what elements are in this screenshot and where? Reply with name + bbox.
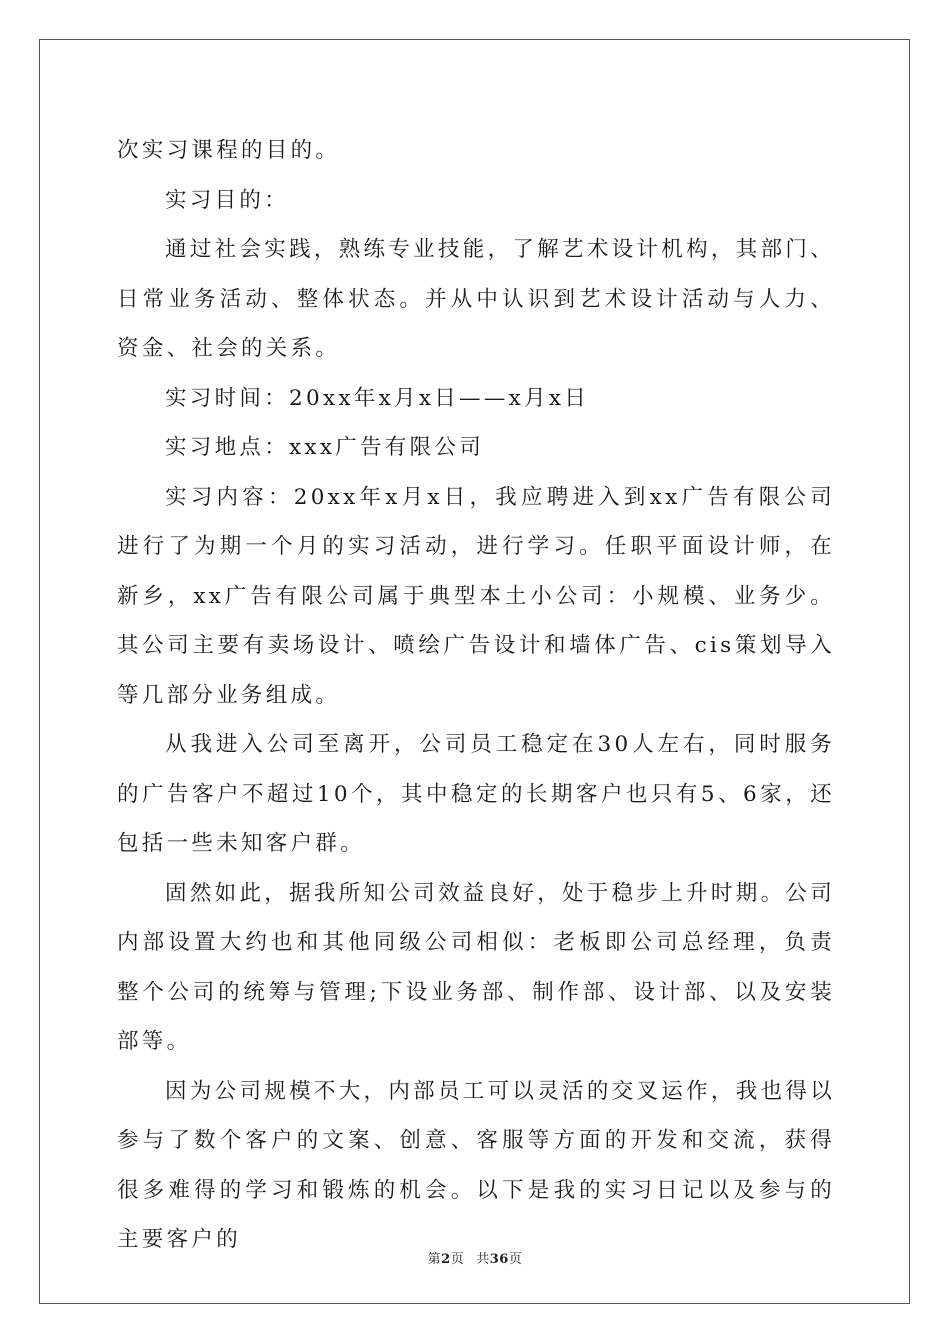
paragraph: 实习地点：xxx广告有限公司 bbox=[165, 435, 485, 460]
paragraph: 次实习课程的目的。 bbox=[117, 138, 341, 163]
total-pages-suffix: 页 bbox=[508, 1252, 523, 1267]
page-number-prefix: 第 bbox=[427, 1252, 442, 1267]
paragraph: 实习内容：20xx年x月x日，我应聘进入到xx广告有限公司进行了为期一个月的实习活动，进行学习。任职平面设计师，在新乡，xx广告有限公司属于典型本土小公司：小规模、业务少。其公司主要有卖场设计、喷绘广告设计和墙体广告、cis策划导入等几部分业务组成。 bbox=[117, 484, 835, 708]
total-pages-prefix: 共 bbox=[476, 1252, 490, 1267]
paragraph: 实习时间：20xx年x月x日——x月x日 bbox=[165, 385, 590, 411]
paragraph: 因为公司规模不大，内部员工可以灵活的交叉运作，我也得以参与了数个客户的文案、创意、客服等方面的开发和交流，获得很多难得的学习和锻炼的机会。以下是我的实习日记以及参与的主要客户的 bbox=[117, 1078, 835, 1252]
page-number-suffix: 页 bbox=[450, 1252, 465, 1267]
paragraph: 实习目的： bbox=[165, 187, 290, 213]
paragraph: 从我进入公司至离开，公司员工稳定在30人左右，同时服务的广告客户不超过10个，其中稳定的长期客户也只有5、6家，还包括一些未知客户群。 bbox=[117, 732, 835, 856]
total-pages-count: 36 bbox=[489, 1252, 509, 1267]
page-number-current: 2 bbox=[441, 1252, 451, 1267]
paragraph: 通过社会实践，熟练专业技能，了解艺术设计机构，其部门、日常业务活动、整体状态。并从中认识到艺术设计活动与人力、资金、社会的关系。 bbox=[117, 237, 835, 361]
page-footer bbox=[0, 1248, 950, 1267]
document-body bbox=[117, 126, 835, 1265]
paragraph: 固然如此，据我所知公司效益良好，处于稳步上升时期。公司内部设置大约也和其他同级公司相似：老板即公司总经理，负责整个公司的统筹与管理;下设业务部、制作部、设计部、以及安装部等。 bbox=[117, 880, 835, 1054]
